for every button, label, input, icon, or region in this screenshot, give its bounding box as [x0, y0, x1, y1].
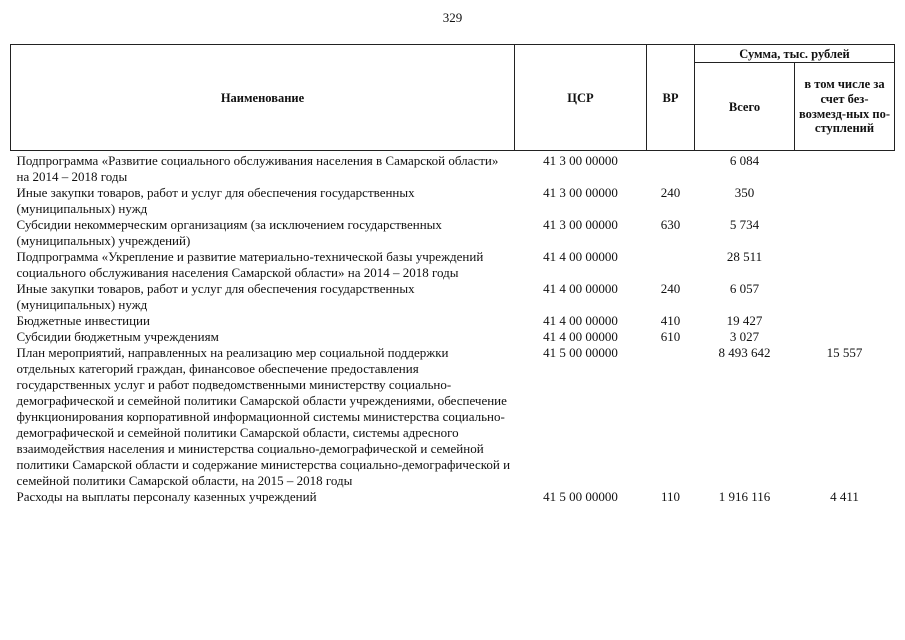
table-row: [11, 185, 895, 217]
row-total: 350: [734, 185, 755, 200]
row-name: Подпрограмма «Укрепление и развитие материально-технической базы учреждений социального обслуживания населения Самарской области» на 2014 – 2018 годы: [16, 249, 484, 280]
row-grant: [795, 313, 895, 329]
row-name: Подпрограмма «Развитие социального обслуживания населения в Самарской области» на 2014 – 2018 годы: [16, 153, 499, 184]
row-csr: 41 4 00 00000: [543, 329, 618, 344]
row-total: 6 084: [729, 153, 760, 168]
row-vr: 240: [660, 185, 681, 200]
row-csr: 41 3 00 00000: [543, 217, 618, 232]
row-vr: [647, 249, 695, 281]
row-grant: [795, 153, 895, 185]
row-csr: 41 4 00 00000: [543, 281, 618, 296]
row-vr: 410: [660, 313, 681, 328]
table-row: [11, 249, 895, 281]
row-grant: [795, 185, 895, 217]
header-name: Наименование: [11, 45, 515, 151]
row-vr: 630: [660, 217, 681, 232]
table-row: [11, 329, 895, 345]
row-csr: 41 4 00 00000: [543, 313, 618, 328]
row-total: 1 916 116: [718, 489, 771, 504]
row-grant: 15 557: [826, 345, 863, 360]
row-total: 5 734: [729, 217, 760, 232]
row-grant: 4 411: [830, 489, 859, 504]
budget-table: [10, 44, 895, 505]
row-csr: 41 5 00 00000: [543, 489, 618, 504]
row-name: Субсидии бюджетным учреждениям: [16, 329, 219, 344]
table-row: [11, 153, 895, 185]
row-vr: 610: [660, 329, 681, 344]
row-name: Иные закупки товаров, работ и услуг для обеспечения государственных (муниципальных) нужд: [16, 185, 415, 216]
row-name: План мероприятий, направленных на реализацию мер социальной поддержки отдельных категорий граждан, финансовое обеспечение предоставления государственных услуг и работ подведомственными министерству социально-демографической и семейной политики Самарской области учреждениями, обеспечение функционирования корпоративной информационной системы министерства социально-демографической и семейной политики Самарской области, системы адресного взаимодействия населения и министерства социально-демографической и семейной политики Самарской области и содержание министерства социально-демографической и семейной политики Самарской области, на 2015 – 2018 годы: [16, 345, 511, 488]
row-grant: [795, 249, 895, 281]
table-row: [11, 217, 895, 249]
row-name: Иные закупки товаров, работ и услуг для обеспечения государственных (муниципальных) нужд: [16, 281, 415, 312]
row-csr: 41 3 00 00000: [543, 185, 618, 200]
row-csr: 41 5 00 00000: [543, 345, 618, 360]
table-row: [11, 281, 895, 313]
row-name: Бюджетные инвестиции: [16, 313, 150, 328]
header-csr: ЦСР: [515, 45, 647, 151]
row-csr: 41 4 00 00000: [543, 249, 618, 264]
table-row: [11, 313, 895, 329]
row-total: 6 057: [729, 281, 760, 296]
row-name: Расходы на выплаты персоналу казенных учреждений: [16, 489, 317, 504]
page-number: 329: [442, 10, 463, 25]
row-grant: [795, 281, 895, 313]
table-row: [11, 489, 895, 505]
table-row: [11, 345, 895, 489]
row-total: 3 027: [729, 329, 760, 344]
row-total: 28 511: [726, 249, 763, 264]
row-grant: [795, 329, 895, 345]
row-vr: [647, 345, 695, 489]
row-total: 19 427: [726, 313, 763, 328]
row-vr: 240: [660, 281, 681, 296]
header-sum-group: Сумма, тыс. рублей: [695, 45, 895, 63]
header-vr: ВР: [647, 45, 695, 151]
header-grant: в том числе за счет без-возмезд-ных по-ступлений: [795, 63, 895, 151]
row-csr: 41 3 00 00000: [543, 153, 618, 168]
row-total: 8 493 642: [718, 345, 771, 360]
row-vr: [647, 153, 695, 185]
row-grant: [795, 217, 895, 249]
row-name: Субсидии некоммерческим организациям (за исключением государственных (муниципальных) учреждений): [16, 217, 442, 248]
header-total: Всего: [695, 63, 795, 151]
row-vr: 110: [660, 489, 681, 504]
